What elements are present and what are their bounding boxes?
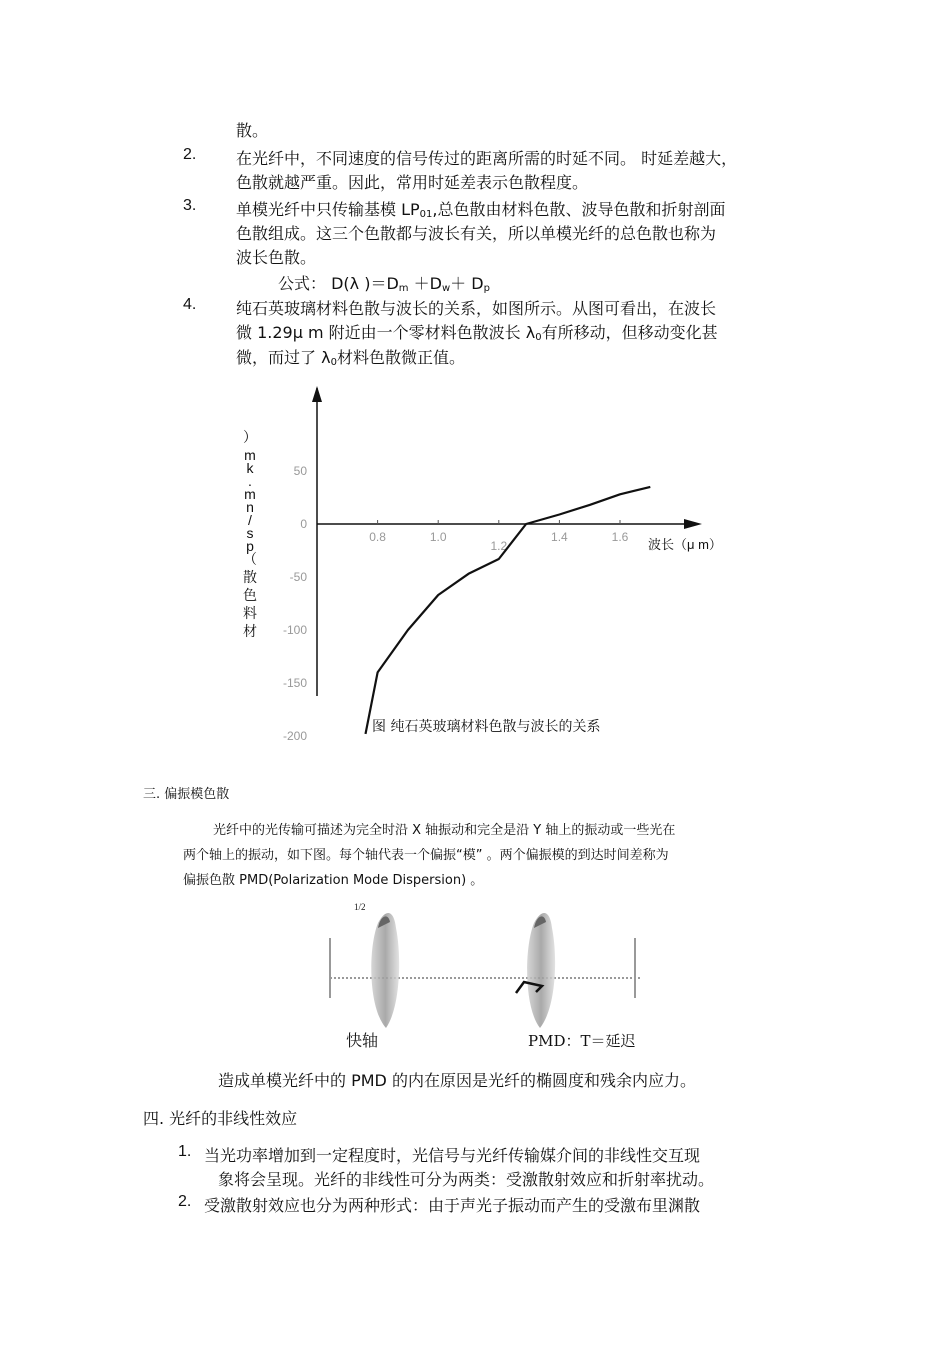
chart-x-tick-label: 1.6 (611, 530, 629, 544)
slow-axis-pulse (527, 913, 555, 1028)
chart-y-label-char: m (244, 447, 256, 463)
chart-y-tick-label: -50 (289, 570, 307, 584)
fast-axis-pulse (371, 913, 399, 1028)
chart-y-tick-label: 0 (300, 517, 307, 531)
item-4-line-3: 微，而过了 $\lambda_0$材料色散微正值。 (236, 348, 465, 368)
chart-y-tick-label: -150 (282, 676, 307, 690)
pmd-top-label: 1/2 (354, 902, 366, 912)
section-4-item-2-line-1: 受激散射效应也分为两种形式：由于声光子振动而产生的受激布里渊散 (204, 1196, 701, 1215)
item-3-line-2: 色散组成。这三个色散都与波长有关，所以单模光纤的总色散也称为 (236, 224, 717, 243)
chart-y-label-char: （ (243, 551, 257, 567)
section-4-item-2-number: 2. (178, 1193, 192, 1210)
dispersion-formula: 公式： D(λ )$=D_m +D_w+ D_p$ (278, 274, 490, 294)
pmd-cause-sentence: 造成单模光纤中的 PMD 的内在原因是光纤的椭圆度和残余内应力。 (218, 1071, 696, 1090)
section-4-item-1-number: 1. (178, 1143, 192, 1160)
pmd-figure (328, 898, 648, 1053)
figure-1-caption: 图 纯石英玻璃材料色散与波长的关系 (372, 719, 601, 735)
section-3-paragraph-line-1: 光纤中的光传输可描述为完全时沿 X 轴振动和完全是沿 Y 轴上的振动或一些光在 (213, 823, 676, 838)
continuation-text: 散。 (236, 121, 269, 140)
chart-y-tick-label: -200 (282, 729, 307, 743)
chart-y-label-char: k (246, 460, 254, 476)
chart-y-label-char: 料 (243, 605, 257, 621)
fast-axis-label: 快轴 (346, 1031, 379, 1050)
chart-y-label-char: 散 (243, 569, 257, 585)
chart-ticks (283, 464, 629, 743)
chart-x-axis-arrow (684, 519, 702, 529)
chart-x-tick-label: 1.2 (490, 539, 508, 553)
item-4-line-1: 纯石英玻璃材料色散与波长的关系，如图所示。从图可看出，在波长 (236, 299, 717, 318)
pmd-delay-label: PMD：T＝延迟 (528, 1032, 636, 1050)
section-4-heading: 四. 光纤的非线性效应 (143, 1109, 298, 1128)
section-3-paragraph-line-2: 两个轴上的振动，如下图。每个轴代表一个偏振“模” 。两个偏振模的到达时间差称为 (183, 848, 669, 863)
chart-x-tick-label: 1.0 (429, 530, 447, 544)
chart-x-axis-label: 波长（μ m） (648, 537, 722, 552)
chart-y-tick-label: -100 (282, 623, 307, 637)
pmd-frame-left (329, 938, 331, 998)
chart-y-label-char: / (248, 512, 252, 528)
section-3-heading: 三. 偏振模色散 (143, 787, 230, 802)
chart-y-label-char: 色 (243, 587, 257, 603)
item-2-line-1: 在光纤中，不同速度的信号传过的距离所需的时延不同。 时延差越大， (236, 149, 738, 168)
chart-y-label-char: . (248, 473, 252, 489)
item-3-line-1: 单模光纤中只传输基模 $LP_{01}$,总色散由材料色散、波导色散和折射剖面 (236, 200, 726, 220)
chart-y-axis-label (243, 429, 257, 639)
chart-y-label-char: s (246, 525, 254, 541)
chart-y-label-char: m (244, 486, 256, 502)
section-3-paragraph-line-3: 偏振色散 PMD(Polarization Mode Dispersion) 。 (183, 873, 484, 888)
chart-y-tick-label: 50 (293, 464, 307, 478)
item-3-number: 3. (183, 197, 197, 214)
item-3-line-3: 波长色散。 (236, 248, 317, 267)
chart-x-tick-label: 1.4 (551, 530, 568, 544)
chart-y-label-char: p (246, 538, 254, 554)
chart-y-axis-arrow (312, 386, 322, 402)
chart-y-label-char: 材 (243, 623, 257, 639)
item-4-line-2: 微 1.29μ m 附近由一个零材料色散波长 $\lambda_0$有所移动，但移动变化甚 (236, 323, 718, 343)
chart-y-label-char: n (246, 499, 254, 515)
section-4-item-1-line-2: 象将会呈现。光纤的非线性可分为两类：受激散射效应和折射率扰动。 (218, 1170, 715, 1189)
chart-y-label-char: ） (243, 429, 257, 445)
chart-x-tick-label: 0.8 (369, 530, 386, 544)
section-4-item-1-line-1: 当光功率增加到一定程度时，光信号与光纤传输媒介间的非线性交互现 (204, 1146, 701, 1165)
item-4-number: 4. (183, 296, 197, 313)
item-2-number: 2. (183, 146, 197, 163)
item-2-line-2: 色散就越严重。因此，常用时延差表示色散程度。 (236, 173, 589, 192)
pmd-frame-right (634, 938, 636, 998)
